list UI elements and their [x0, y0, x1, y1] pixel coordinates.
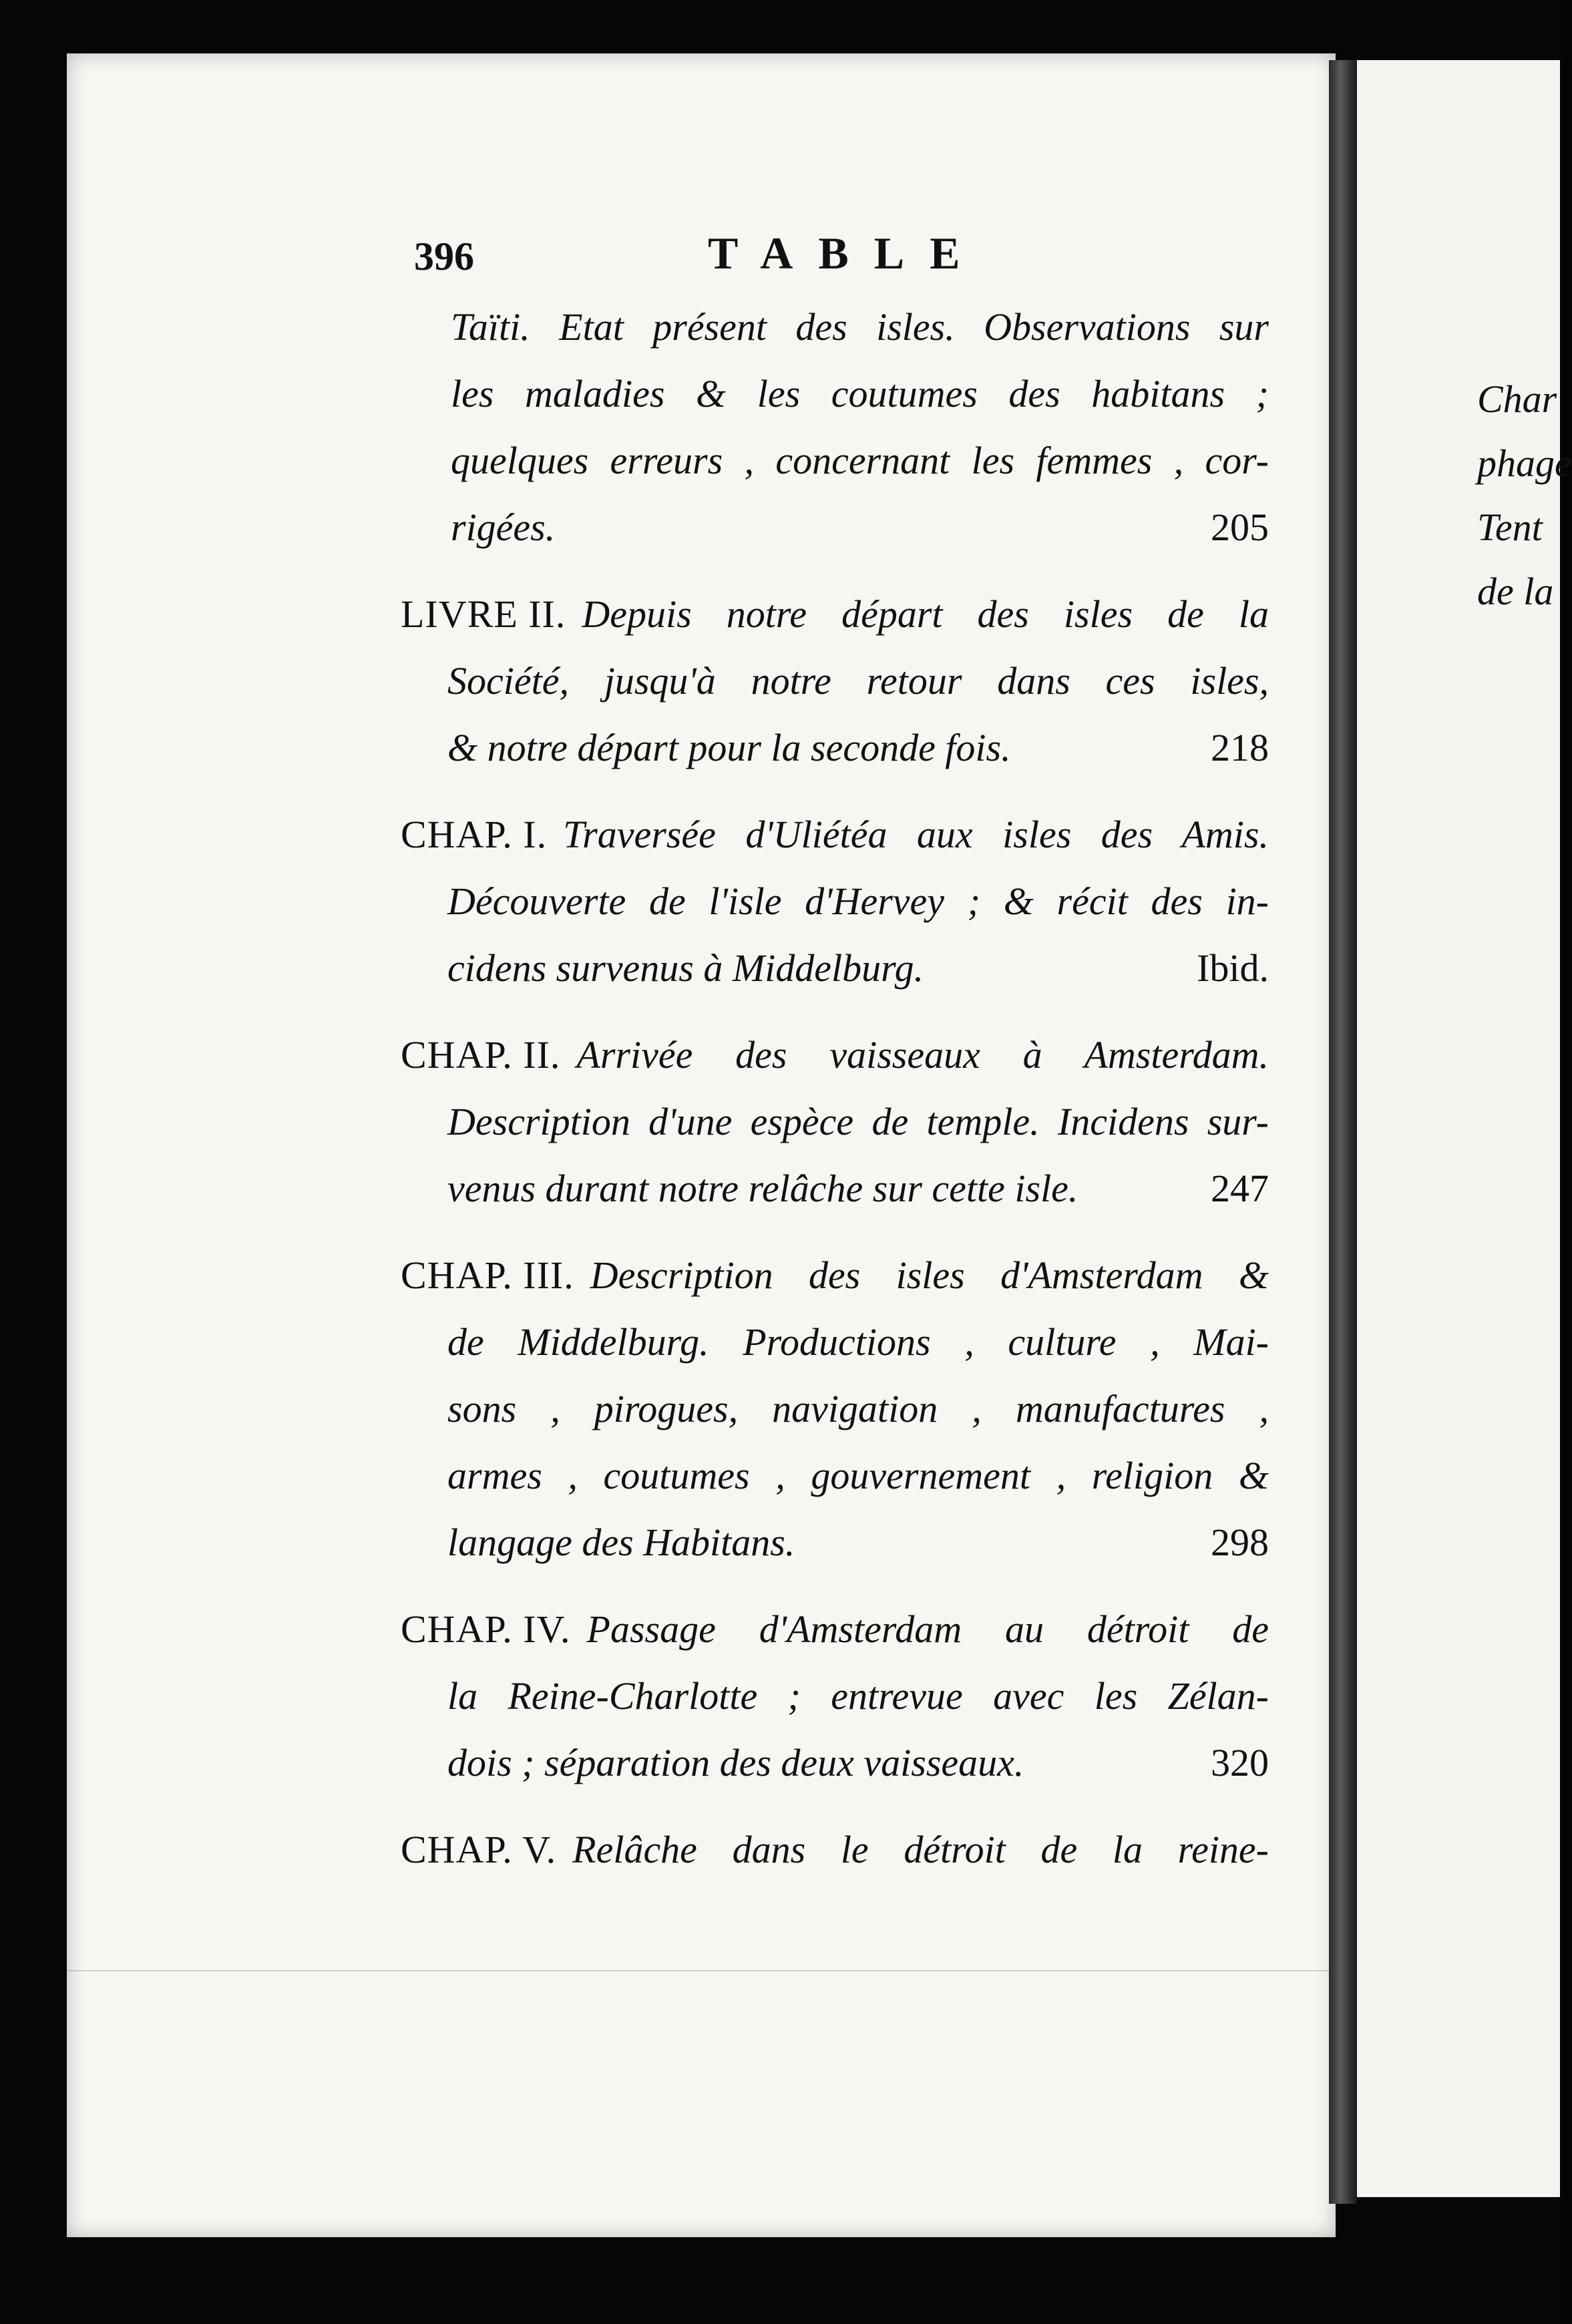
toc-line — [401, 935, 1269, 1002]
toc-entry — [401, 1022, 1269, 1222]
entry-text: venus durant notre relâche sur cette isle. — [447, 1167, 1078, 1210]
page-reference: 320 — [1211, 1741, 1269, 1784]
toc-line — [401, 294, 1269, 361]
toc-line — [401, 1155, 1269, 1222]
toc-line — [401, 1509, 1269, 1576]
toc-line — [401, 801, 1269, 868]
toc-entry — [401, 1596, 1269, 1796]
toc-line — [401, 1816, 1269, 1883]
entry-label: CHAP. III. — [401, 1253, 574, 1297]
toc-line — [401, 1309, 1269, 1376]
entry-label: CHAP. II. — [401, 1033, 561, 1077]
toc-line — [401, 1242, 1269, 1309]
entry-text: Découverte de l'isle d'Hervey ; & récit des in- — [447, 880, 1269, 923]
entry-text: Arrivée des vaisseaux à Amsterdam. — [576, 1033, 1269, 1077]
entry-label: LIVRE II. — [401, 592, 566, 636]
toc-line — [401, 1730, 1269, 1796]
entry-text: Depuis notre départ des isles de la — [582, 592, 1269, 636]
entry-text: & notre départ pour la seconde fois. — [447, 726, 1011, 769]
toc-entry — [401, 581, 1269, 781]
right-page-text — [1477, 367, 1572, 624]
entry-text: Passage d'Amsterdam au détroit de — [586, 1607, 1269, 1651]
entry-text: rigées. — [451, 506, 556, 549]
right-fragment: phage — [1477, 441, 1572, 485]
entry-text: dois ; séparation des deux vaisseaux. — [447, 1741, 1024, 1784]
entry-text: Société, jusqu'à notre retour dans ces isles, — [447, 659, 1269, 703]
toc-line — [401, 361, 1269, 427]
right-fragment: Char — [1477, 377, 1557, 421]
toc-line — [401, 427, 1269, 494]
toc-line — [401, 715, 1269, 781]
table-of-contents — [401, 220, 1269, 1903]
page-reference: 298 — [1211, 1521, 1269, 1564]
page-fold-line — [67, 1970, 1329, 1971]
toc-line — [401, 648, 1269, 715]
toc-entry — [401, 294, 1269, 561]
entry-text: armes , coutumes , gouvernement , religion & — [447, 1454, 1269, 1497]
running-title: TABLE — [708, 228, 986, 278]
toc-line — [401, 1089, 1269, 1155]
entry-text: la Reine-Charlotte ; entrevue avec les Zélan- — [447, 1674, 1269, 1718]
toc-entry — [401, 801, 1269, 1002]
page-number: 396 — [414, 234, 474, 278]
entry-label: CHAP. V. — [401, 1828, 557, 1871]
entry-text: Description des isles d'Amsterdam & — [590, 1253, 1269, 1297]
toc-line — [401, 1442, 1269, 1509]
entry-text: cidens survenus à Middelburg. — [447, 946, 924, 990]
toc-line — [401, 1376, 1269, 1442]
book-gutter — [1329, 60, 1357, 2204]
entry-text: Taïti. Etat présent des isles. Observations sur — [451, 305, 1269, 349]
toc-line — [401, 494, 1269, 561]
entry-text: de Middelburg. Productions , culture , Mai- — [447, 1320, 1269, 1364]
right-page — [1357, 60, 1572, 2197]
entry-text: Description d'une espèce de temple. Incidens sur- — [447, 1100, 1269, 1143]
entry-text: sons , pirogues, navigation , manufactures , — [447, 1387, 1269, 1430]
toc-line — [401, 1596, 1269, 1663]
right-fragment: de la — [1477, 570, 1554, 613]
entry-text: Relâche dans le détroit de la reine- — [572, 1828, 1269, 1871]
toc-line — [401, 1663, 1269, 1730]
page-reference: 205 — [1211, 506, 1269, 549]
toc-line — [401, 1022, 1269, 1089]
toc-entry — [401, 1242, 1269, 1576]
page-reference: 218 — [1211, 726, 1269, 769]
right-fragment: Tent — [1477, 506, 1543, 549]
entry-text: quelques erreurs , concernant les femmes , cor- — [451, 439, 1269, 482]
page-header — [401, 220, 1269, 294]
toc-line — [401, 868, 1269, 935]
toc-line — [401, 581, 1269, 648]
entry-text: Traversée d'Uliétéa aux isles des Amis. — [563, 813, 1269, 856]
page-reference: 247 — [1211, 1167, 1269, 1210]
page-reference: Ibid. — [1197, 946, 1269, 990]
entry-label: CHAP. IV. — [401, 1607, 571, 1651]
toc-entry — [401, 1816, 1269, 1883]
entry-text: langage des Habitans. — [447, 1521, 795, 1564]
entry-label: CHAP. I. — [401, 813, 548, 856]
entry-text: les maladies & les coutumes des habitans ; — [451, 372, 1269, 415]
